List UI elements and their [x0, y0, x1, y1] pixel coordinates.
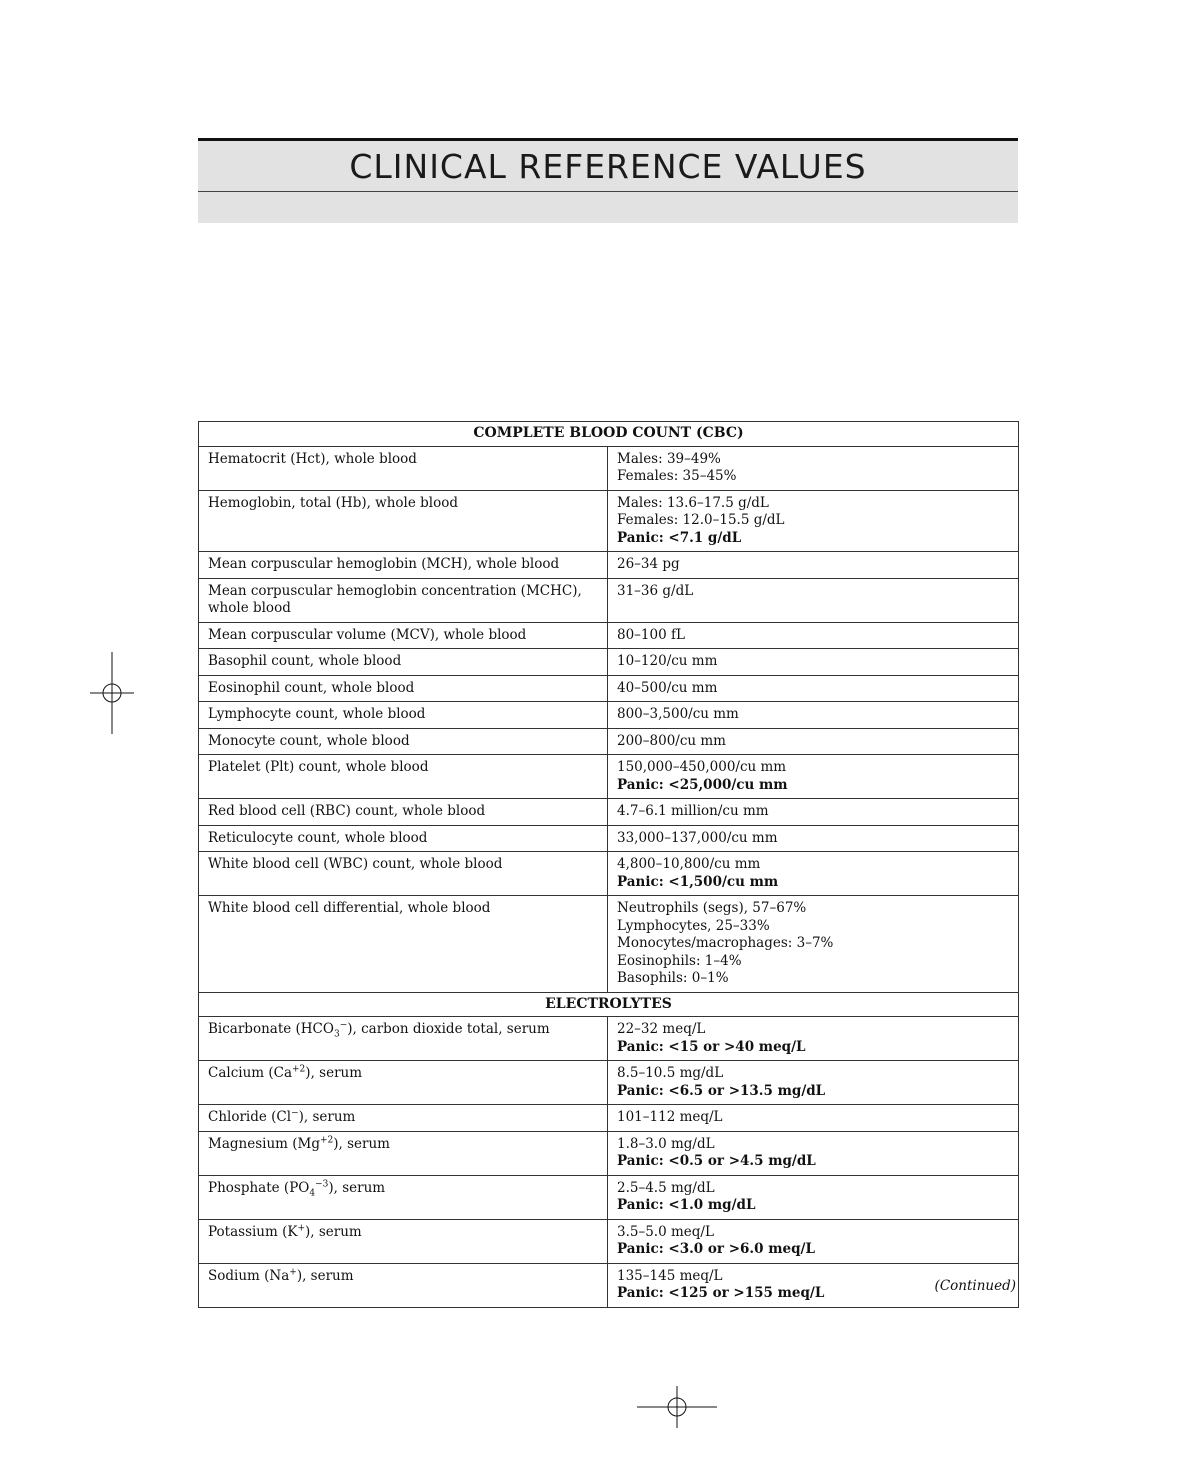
test-name-text: Potassium (K — [208, 1223, 298, 1240]
test-name-cell: Eosinophil count, whole blood — [199, 675, 608, 702]
table-row — [199, 649, 1019, 676]
test-name-superscript: + — [297, 1223, 305, 1233]
header-divider — [198, 191, 1018, 192]
test-name-cell — [199, 1263, 608, 1307]
test-name-text: ), serum — [298, 1109, 356, 1125]
header-band — [198, 138, 1018, 223]
test-name-superscript: −3 — [315, 1179, 329, 1189]
reference-value: 33,000–137,000/cu mm — [617, 829, 778, 846]
test-name-superscript: +2 — [292, 1064, 306, 1075]
reference-value-cell — [608, 702, 1019, 729]
reference-value: 4,800–10,800/cu mm — [617, 856, 761, 872]
panic-value: Panic: <1,500/cu mm — [617, 873, 779, 890]
table-row — [199, 1263, 1019, 1307]
table-row — [199, 1175, 1019, 1219]
table-row — [199, 578, 1019, 622]
test-name-text: ), serum — [296, 1267, 354, 1284]
panic-value: Panic: <7.1 g/dL — [617, 529, 742, 546]
test-name-cell — [199, 1131, 608, 1175]
table-row — [199, 1105, 1019, 1132]
crop-registration-mark-left — [90, 652, 134, 734]
reference-value: 1.8–3.0 mg/dL — [617, 1135, 715, 1152]
reference-value: 22–32 meq/L — [617, 1021, 706, 1037]
test-name-cell: Platelet (Plt) count, whole blood — [199, 755, 608, 799]
test-name-cell — [199, 1219, 608, 1263]
test-name-text: Chloride (Cl — [208, 1109, 292, 1125]
test-name-text: ), carbon dioxide total, serum — [347, 1021, 550, 1037]
test-name-cell: White blood cell (WBC) count, whole blood — [199, 852, 608, 896]
reference-value-cell — [608, 896, 1019, 993]
panic-value: Panic: <3.0 or >6.0 meq/L — [617, 1241, 815, 1257]
reference-value-cell — [608, 1061, 1019, 1105]
test-name-cell: Hemoglobin, total (Hb), whole blood — [199, 490, 608, 552]
table-row — [199, 552, 1019, 579]
table-row — [199, 622, 1019, 649]
test-name-superscript: +2 — [319, 1135, 334, 1145]
table-row — [199, 728, 1019, 755]
panic-value: Panic: <6.5 or >13.5 mg/dL — [617, 1082, 826, 1099]
table-row — [199, 1131, 1019, 1175]
table-row — [199, 1061, 1019, 1105]
test-name-subscript: 4 — [309, 1188, 316, 1199]
reference-values-table — [198, 421, 1019, 1308]
test-name-cell: White blood cell differential, whole blood — [199, 896, 608, 993]
reference-value: Eosinophils: 1–4% — [617, 952, 742, 969]
section-title: ELECTROLYTES — [199, 992, 1019, 1017]
reference-value: 101–112 meq/L — [617, 1109, 723, 1125]
test-name-text: Phosphate (PO — [208, 1179, 310, 1196]
reference-value-cell — [608, 1017, 1019, 1061]
reference-value-cell — [608, 622, 1019, 649]
reference-value-cell — [608, 675, 1019, 702]
page-title: CLINICAL REFERENCE VALUES — [349, 147, 867, 186]
table-row — [199, 799, 1019, 826]
reference-value-cell — [608, 578, 1019, 622]
panic-value: Panic: <15 or >40 meq/L — [617, 1038, 806, 1055]
reference-value: 31–36 g/dL — [617, 582, 694, 599]
reference-value-cell — [608, 490, 1019, 552]
reference-value: 3.5–5.0 meq/L — [617, 1223, 714, 1240]
reference-value: 8.5–10.5 mg/dL — [617, 1065, 724, 1081]
reference-value: Basophils: 0–1% — [617, 970, 729, 986]
reference-value: Lymphocytes, 25–33% — [617, 917, 770, 934]
reference-value-cell — [608, 552, 1019, 579]
reference-value-cell — [608, 1131, 1019, 1175]
reference-value: Females: 12.0–15.5 g/dL — [617, 512, 785, 528]
test-name-cell — [199, 1061, 608, 1105]
crop-registration-mark-bottom — [637, 1386, 717, 1428]
reference-value-cell — [608, 755, 1019, 799]
reference-value: 2.5–4.5 mg/dL — [617, 1179, 715, 1196]
reference-value: Males: 39–49% — [617, 450, 721, 467]
test-name-superscript: + — [289, 1267, 297, 1277]
panic-value: Panic: <25,000/cu mm — [617, 776, 788, 793]
table-row — [199, 1017, 1019, 1061]
test-name-text: Calcium (Ca — [208, 1065, 293, 1081]
reference-value-cell — [608, 1219, 1019, 1263]
test-name-cell: Hematocrit (Hct), whole blood — [199, 446, 608, 490]
test-name-cell: Reticulocyte count, whole blood — [199, 825, 608, 852]
reference-table-body — [199, 422, 1019, 1308]
reference-value: Neutrophils (segs), 57–67% — [617, 900, 807, 916]
reference-value-cell — [608, 1105, 1019, 1132]
table-row — [199, 675, 1019, 702]
reference-value: 40–500/cu mm — [617, 679, 718, 696]
table-row — [199, 825, 1019, 852]
test-name-cell — [199, 1017, 608, 1061]
reference-value: Monocytes/macrophages: 3–7% — [617, 935, 834, 951]
test-name-text: ), serum — [333, 1135, 390, 1152]
test-name-text: ), serum — [305, 1223, 362, 1240]
section-header-row — [199, 992, 1019, 1017]
test-name-text: Sodium (Na — [208, 1267, 290, 1284]
test-name-text: ), serum — [305, 1065, 363, 1081]
reference-value-cell — [608, 649, 1019, 676]
test-name-text: ), serum — [328, 1179, 386, 1196]
reference-value-cell — [608, 799, 1019, 826]
table-row — [199, 755, 1019, 799]
reference-value: 135–145 meq/L — [617, 1267, 723, 1284]
reference-value: 150,000–450,000/cu mm — [617, 759, 787, 775]
test-name-text: Magnesium (Mg — [208, 1135, 320, 1152]
test-name-cell: Basophil count, whole blood — [199, 649, 608, 676]
reference-value: Females: 35–45% — [617, 468, 737, 484]
table-row — [199, 702, 1019, 729]
table-row — [199, 852, 1019, 896]
table-row — [199, 896, 1019, 993]
panic-value: Panic: <0.5 or >4.5 mg/dL — [617, 1153, 816, 1169]
table-row — [199, 1219, 1019, 1263]
reference-value: Males: 13.6–17.5 g/dL — [617, 494, 769, 511]
panic-value: Panic: <1.0 mg/dL — [617, 1197, 756, 1213]
panic-value: Panic: <125 or >155 meq/L — [617, 1285, 825, 1301]
test-name-cell — [199, 1175, 608, 1219]
continued-note: (Continued) — [934, 1278, 1016, 1294]
reference-value: 80–100 fL — [617, 626, 685, 643]
table-row — [199, 490, 1019, 552]
reference-value: 200–800/cu mm — [617, 732, 726, 749]
test-name-subscript: 3 — [333, 1029, 340, 1040]
reference-value: 4.7–6.1 million/cu mm — [617, 803, 769, 819]
reference-value: 26–34 pg — [617, 556, 680, 572]
test-name-cell: Lymphocyte count, whole blood — [199, 702, 608, 729]
reference-value-cell — [608, 852, 1019, 896]
test-name-cell: Mean corpuscular volume (MCV), whole blood — [199, 622, 608, 649]
table-row — [199, 446, 1019, 490]
test-name-text: Bicarbonate (HCO — [208, 1021, 334, 1037]
test-name-superscript: − — [291, 1108, 299, 1119]
reference-value: 800–3,500/cu mm — [617, 706, 739, 722]
test-name-superscript: − — [339, 1020, 348, 1031]
reference-value-cell — [608, 728, 1019, 755]
test-name-cell: Mean corpuscular hemoglobin concentration (MCHC), whole blood — [199, 578, 608, 622]
reference-value-cell — [608, 446, 1019, 490]
reference-value-cell — [608, 825, 1019, 852]
test-name-cell: Red blood cell (RBC) count, whole blood — [199, 799, 608, 826]
section-header-row — [199, 422, 1019, 447]
test-name-cell: Monocyte count, whole blood — [199, 728, 608, 755]
reference-value: 10–120/cu mm — [617, 653, 718, 669]
test-name-cell: Mean corpuscular hemoglobin (MCH), whole blood — [199, 552, 608, 579]
test-name-cell — [199, 1105, 608, 1132]
reference-value-cell — [608, 1175, 1019, 1219]
section-title: COMPLETE BLOOD COUNT (CBC) — [199, 422, 1019, 447]
